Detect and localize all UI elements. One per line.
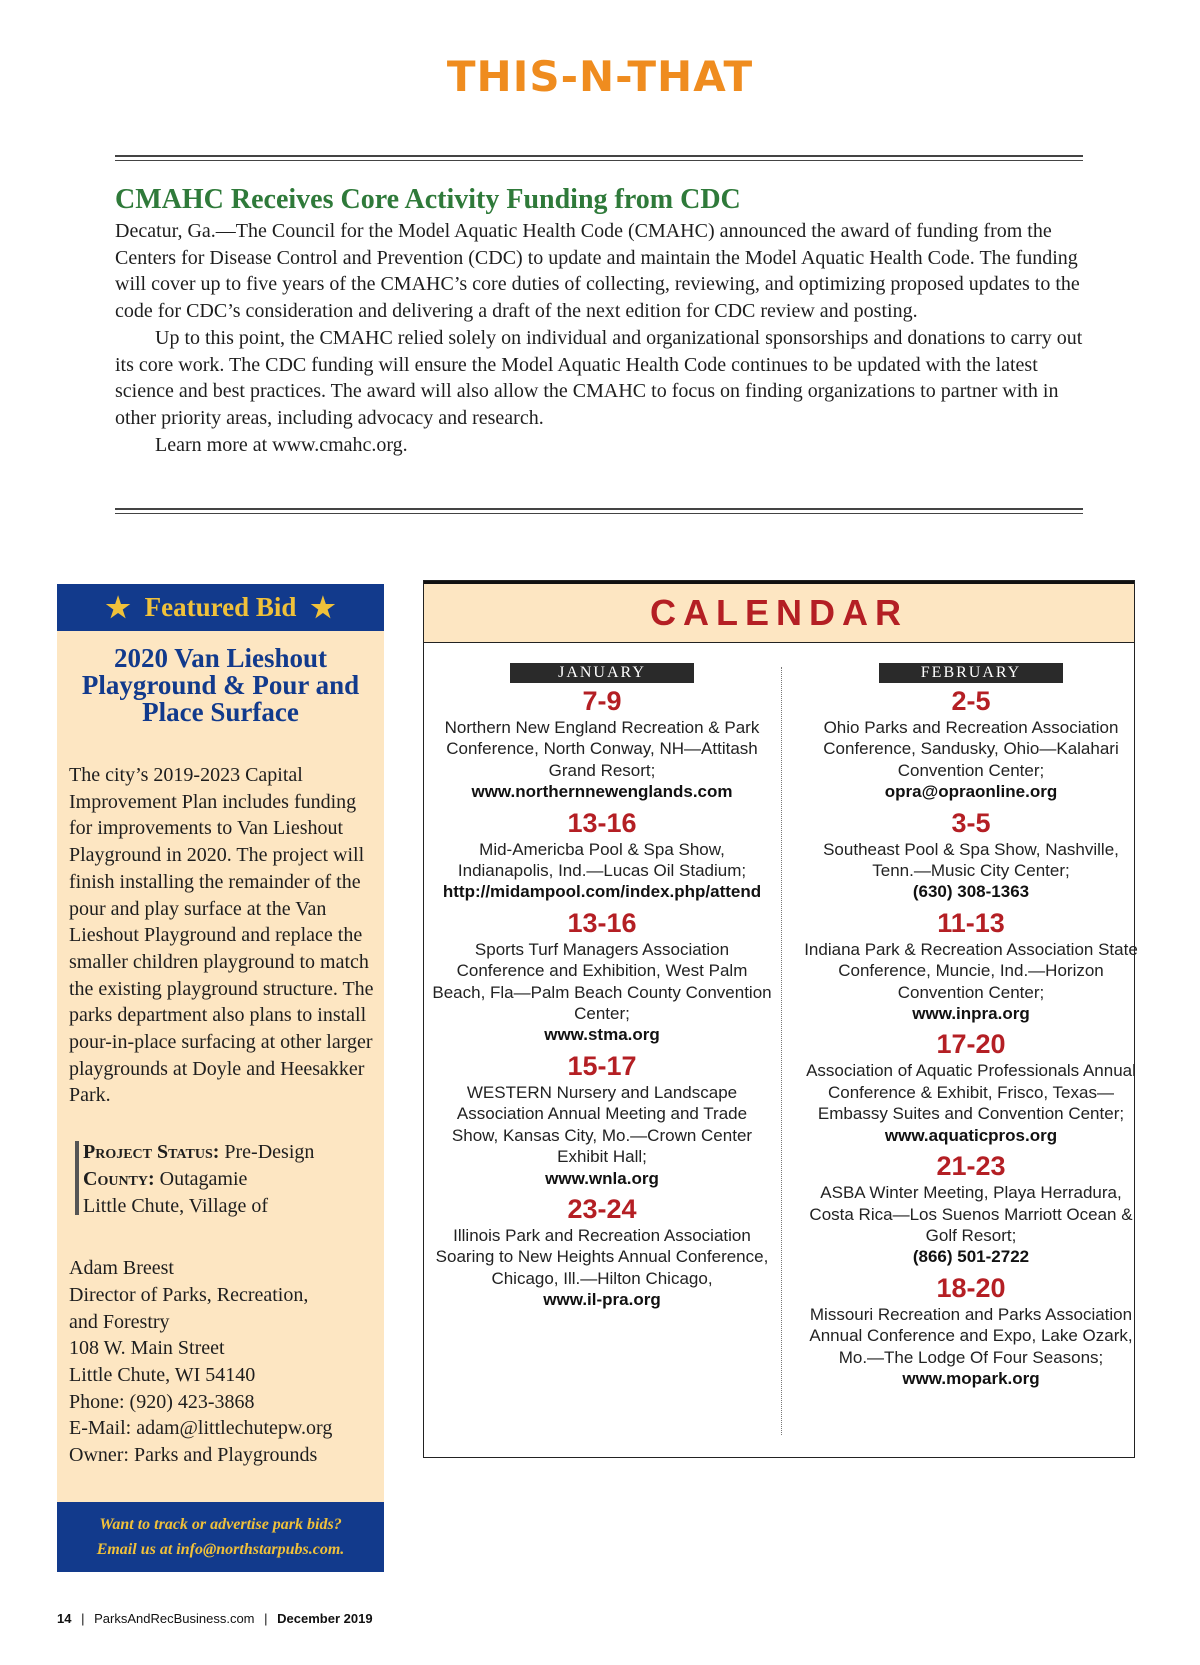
event-date: 11-13	[937, 907, 1005, 938]
contact-name: Adam Breest	[69, 1257, 174, 1280]
calendar-title: CALENDAR	[424, 581, 1134, 643]
calendar-event	[432, 1050, 772, 1189]
calendar-event	[432, 685, 772, 803]
month-label: JANUARY	[510, 663, 694, 683]
calendar-event	[801, 907, 1141, 1025]
event-date: 13-16	[567, 907, 637, 938]
article	[115, 184, 1083, 458]
event-description: Sports Turf Managers Association Conference and Exhibition, West Palm Beach, Fla—Palm Beach County Convention Center;	[432, 939, 772, 1024]
event-link[interactable]: (630) 308-1363	[912, 882, 1030, 902]
contact-title: and Forestry	[69, 1310, 170, 1333]
municipality: Little Chute, Village of	[83, 1194, 269, 1217]
footer-site: ParksAndRecBusiness.com	[94, 1611, 255, 1626]
county-value: Outagamie	[159, 1167, 248, 1190]
contact-owner: Owner: Parks and Playgrounds	[69, 1444, 318, 1467]
event-date: 18-20	[936, 1272, 1006, 1303]
event-description: Mid-Americba Pool & Spa Show, Indianapolis, Ind.—Lucas Oil Stadium;	[457, 839, 747, 881]
event-link[interactable]: www.inpra.org	[912, 1004, 1030, 1024]
event-link[interactable]: (866) 501-2722	[912, 1247, 1030, 1267]
project-status	[83, 1139, 374, 1166]
contact-street: 108 W. Main Street	[69, 1337, 225, 1360]
featured-bid-panel	[57, 584, 384, 1572]
event-description: Illinois Park and Recreation Association Soaring to New Heights Annual Conference, Chicago, Ill.—Hilton Chicago,	[435, 1225, 769, 1288]
calendar-column-january	[432, 663, 772, 1315]
star-icon: ★	[310, 592, 336, 624]
county-label: County:	[83, 1167, 155, 1190]
event-description: Missouri Recreation and Parks Association Annual Conference and Expo, Lake Ozark, Mo.—The Lodge Of Four Seasons;	[809, 1304, 1133, 1367]
event-description: Ohio Parks and Recreation Association Conference, Sandusky, Ohio—Kalahari Convention Center;	[823, 718, 1119, 780]
bid-contact	[69, 1255, 374, 1469]
page-number: 14	[57, 1611, 72, 1626]
article-paragraph: Learn more at www.cmahc.org.	[155, 433, 408, 456]
bid-description: The city’s 2019-2023 Capital Improvement Plan includes funding for improvements to Van Lieshout Playground in 2020. The project will finish installing the remainder of the pour and play surface at the Van Lieshout Playground and replace the smaller children playground to match the existing playground structure. The parks department also plans to install pour-in-place surfacing at other larger playgrounds at Doyle and Heesakker Park.	[69, 764, 374, 1107]
event-link[interactable]: http://midampool.com/index.php/attend	[442, 882, 762, 902]
star-icon: ★	[105, 592, 131, 624]
top-divider	[115, 155, 1083, 161]
calendar-event	[801, 1028, 1141, 1146]
event-link[interactable]: www.stma.org	[544, 1025, 660, 1045]
page-footer	[57, 1611, 373, 1626]
calendar-event	[801, 685, 1141, 803]
calendar-event	[801, 1150, 1141, 1268]
featured-bid-label: Featured Bid	[144, 592, 297, 622]
calendar-event	[432, 1193, 772, 1311]
footer-separator: |	[81, 1611, 85, 1626]
featured-bid-header	[57, 584, 384, 631]
section-title: THIS-N-THAT	[446, 52, 754, 101]
bid-footer-line: Email us at info@northstarpubs.com.	[96, 1541, 345, 1558]
county	[83, 1166, 374, 1193]
calendar-event	[801, 1272, 1141, 1390]
contact-title: Director of Parks, Recreation,	[69, 1283, 309, 1306]
event-date: 21-23	[936, 1151, 1006, 1182]
status-bar	[75, 1141, 79, 1215]
event-description: WESTERN Nursery and Landscape Association Annual Meeting and Trade Show, Kansas City, Mo.—Crown Center Exhibit Hall;	[451, 1082, 753, 1167]
event-link[interactable]: www.il-pra.org	[543, 1290, 661, 1310]
contact-email: E-Mail: adam@littlechutepw.org	[69, 1417, 333, 1440]
bid-footer-line: Want to track or advertise park bids?	[99, 1516, 342, 1533]
footer-separator: |	[264, 1611, 268, 1626]
event-date: 7-9	[582, 686, 622, 716]
calendar-event	[432, 907, 772, 1046]
contact-city: Little Chute, WI 54140	[69, 1364, 256, 1387]
event-description: Southeast Pool & Spa Show, Nashville, Tenn.—Music City Center;	[823, 839, 1119, 881]
calendar-event	[432, 807, 772, 903]
event-link[interactable]: opra@opraonline.org	[884, 782, 1058, 802]
event-date: 13-16	[567, 807, 637, 838]
event-date: 23-24	[567, 1193, 637, 1224]
calendar-column-february	[801, 663, 1141, 1393]
calendar-column-divider	[781, 667, 782, 1435]
event-date: 2-5	[951, 686, 991, 716]
project-status-label: Project Status:	[83, 1141, 220, 1164]
event-link[interactable]: www.mopark.org	[902, 1368, 1040, 1388]
bid-title: 2020 Van Lieshout Playground & Pour and Place Surface	[81, 643, 360, 727]
calendar-event	[801, 807, 1141, 903]
event-description: ASBA Winter Meeting, Playa Herradura, Costa Rica—Los Suenos Marriott Ocean & Golf Resort;	[809, 1183, 1133, 1245]
calendar-panel	[423, 580, 1138, 1458]
month-label: FEBRUARY	[879, 663, 1063, 683]
bottom-divider	[115, 508, 1083, 514]
project-status-value: Pre-Design	[224, 1141, 315, 1164]
event-date: 15-17	[567, 1050, 637, 1081]
bid-footer	[57, 1502, 384, 1572]
event-link[interactable]: www.northernnewenglands.com	[471, 782, 733, 802]
contact-phone: Phone: (920) 423-3868	[69, 1390, 255, 1413]
article-headline: CMAHC Receives Core Activity Funding from CDC	[115, 184, 741, 215]
article-paragraph: Up to this point, the CMAHC relied solely on individual and organizational sponsorships and donations to carry out its core work. The CDC funding will ensure the Model Aquatic Health Code continues to be updated with the latest science and best practices. The award will also allow the CMAHC to focus on finding organizations to partner with in other priority areas, including advocacy and research.	[115, 326, 1083, 429]
event-description: Indiana Park & Recreation Association State Conference, Muncie, Ind.—Horizon Convention Center;	[804, 939, 1138, 1002]
article-paragraph: Decatur, Ga.—The Council for the Model Aquatic Health Code (CMAHC) announced the award of funding from the Centers for Disease Control and Prevention (CDC) to update and maintain the Model Aquatic Health Code. The funding will cover up to five years of the CMAHC’s core duties of collecting, reviewing, and optimizing proposed updates to the code for CDC’s consideration and delivering a draft of the next edition for CDC review and posting.	[115, 220, 1080, 323]
event-date: 17-20	[936, 1029, 1006, 1060]
footer-issue: December 2019	[277, 1611, 373, 1626]
event-description: Association of Aquatic Professionals Annual Conference & Exhibit, Frisco, Texas—Embassy Suites and Convention Center;	[806, 1061, 1136, 1124]
event-link[interactable]: www.wnla.org	[545, 1168, 659, 1188]
event-link[interactable]: www.aquaticpros.org	[884, 1125, 1058, 1145]
event-description: Northern New England Recreation & Park Conference, North Conway, NH—Attitash Grand Resort;	[444, 718, 760, 780]
event-date: 3-5	[951, 807, 991, 838]
bid-status-block	[83, 1139, 374, 1219]
